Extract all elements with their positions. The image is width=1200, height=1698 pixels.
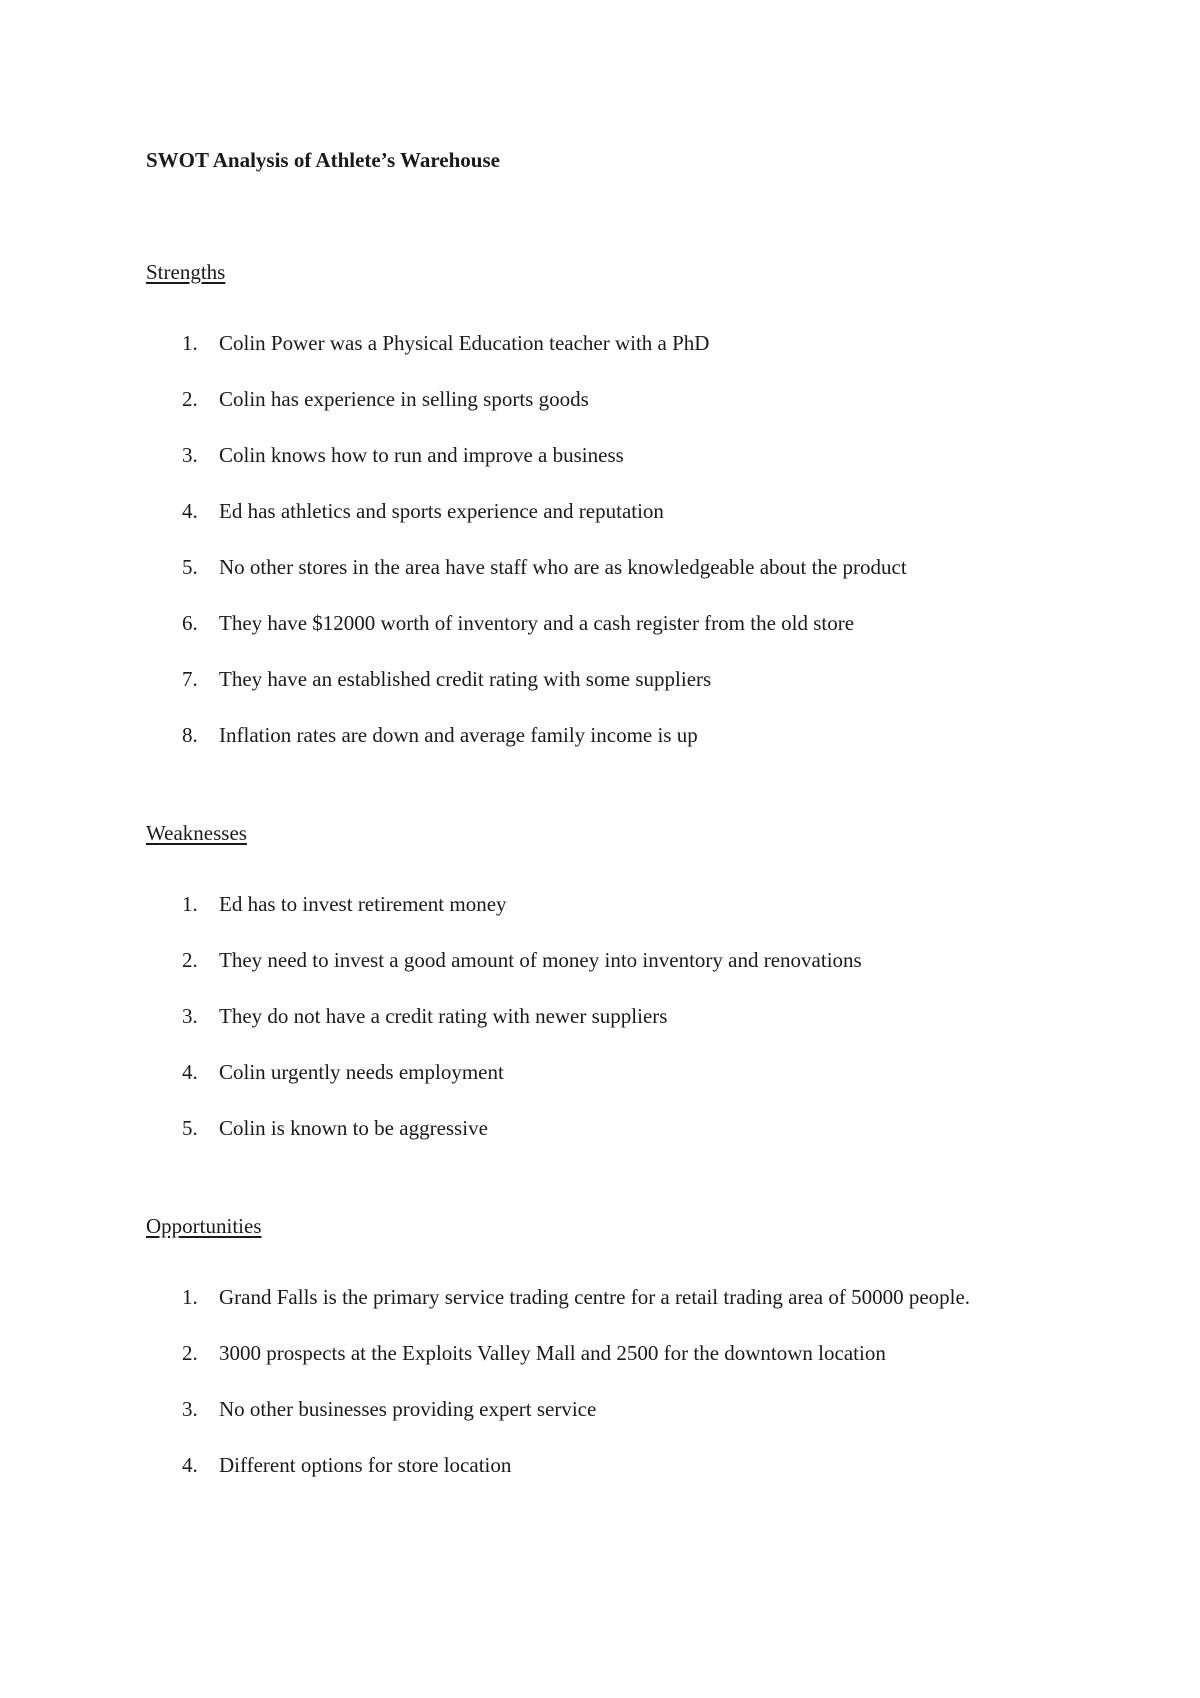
list-item-text: Colin urgently needs employment [219, 1060, 504, 1084]
list-item-number: 5. [182, 1116, 198, 1140]
list-item-text: Ed has athletics and sports experience and reputation [219, 499, 664, 523]
list-item-number: 6. [182, 611, 198, 635]
list-item-number: 3. [182, 443, 198, 467]
list-item-number: 7. [182, 667, 198, 691]
list-item [146, 371, 1046, 427]
list-item-number: 2. [182, 387, 198, 411]
list-item-text: No other businesses providing expert service [219, 1397, 597, 1421]
list-item-text: They do not have a credit rating with newer suppliers [219, 1004, 668, 1028]
list-item [146, 876, 1046, 932]
list-item [146, 1269, 1046, 1325]
list-item-text: Different options for store location [219, 1453, 512, 1477]
list-item-text: Ed has to invest retirement money [219, 892, 507, 916]
list-item [146, 539, 1046, 595]
list-item-number: 1. [182, 892, 198, 916]
weaknesses-section [146, 820, 1046, 1156]
list-item-number: 3. [182, 1004, 198, 1028]
list-item [146, 595, 1046, 651]
list-item-text: No other stores in the area have staff who are as knowledgeable about the product [219, 555, 907, 579]
list-item [146, 1044, 1046, 1100]
opportunities-section [146, 1213, 1046, 1493]
list-item-text: Inflation rates are down and average family income is up [219, 723, 698, 747]
list-item [146, 707, 1046, 763]
list-item-text: Colin knows how to run and improve a business [219, 443, 624, 467]
list-item-text: Colin is known to be aggressive [219, 1116, 488, 1140]
list-item [146, 1381, 1046, 1437]
list-item-number: 4. [182, 1453, 198, 1477]
list-item-number: 3. [182, 1397, 198, 1421]
list-item [146, 315, 1046, 371]
list-item [146, 988, 1046, 1044]
list-item [146, 651, 1046, 707]
list-item [146, 1100, 1046, 1156]
list-item-number: 4. [182, 1060, 198, 1084]
opportunities-list [146, 1269, 1046, 1493]
list-item-number: 1. [182, 331, 198, 355]
list-item [146, 427, 1046, 483]
list-item-text: They have $12000 worth of inventory and a cash register from the old store [219, 611, 855, 635]
section-heading-weaknesses: Weaknesses [146, 821, 247, 845]
list-item [146, 1437, 1046, 1493]
list-item-text: They need to invest a good amount of money into inventory and renovations [219, 948, 862, 972]
list-item-number: 2. [182, 1341, 198, 1365]
list-item-text: They have an established credit rating with some suppliers [219, 667, 712, 691]
list-item [146, 932, 1046, 988]
strengths-list [146, 315, 1046, 763]
list-item-number: 1. [182, 1285, 198, 1309]
document-title: SWOT Analysis of Athlete’s Warehouse [146, 148, 500, 172]
weaknesses-list [146, 876, 1046, 1156]
section-heading-strengths: Strengths [146, 260, 226, 284]
list-item-number: 4. [182, 499, 198, 523]
list-item [146, 483, 1046, 539]
strengths-section [146, 259, 1046, 763]
list-item-text: Grand Falls is the primary service trading centre for a retail trading area of 50000 people. [219, 1285, 971, 1309]
list-item-number: 8. [182, 723, 198, 747]
section-heading-opportunities: Opportunities [146, 1214, 262, 1238]
list-item-number: 2. [182, 948, 198, 972]
list-item-text: Colin has experience in selling sports goods [219, 387, 589, 411]
list-item-text: Colin Power was a Physical Education teacher with a PhD [219, 331, 710, 355]
list-item-text: 3000 prospects at the Exploits Valley Mall and 2500 for the downtown location [219, 1341, 886, 1365]
list-item [146, 1325, 1046, 1381]
list-item-number: 5. [182, 555, 198, 579]
